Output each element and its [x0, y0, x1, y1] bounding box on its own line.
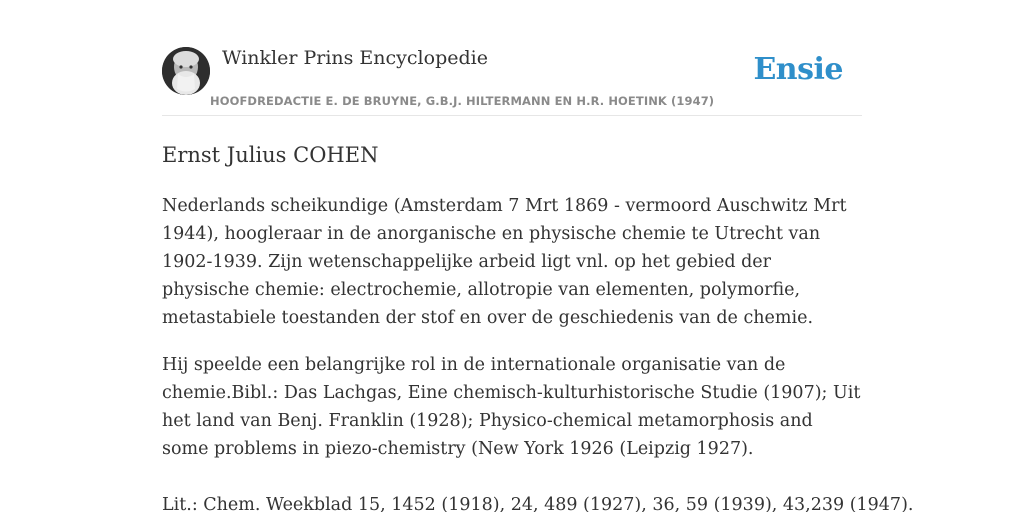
article-paragraph: Hij speelde een belangrijke rol in de internationale organisatie van de chemie.Bibl.: Das Lachgas, Eine chemisch-kulturhistorische Studie (1907); Uit het land van Benj. Franklin (1928); Physico-chemical metamorphosis and some problems in piezo-chemistry (New York 1926 (Leipzig 1927).: [162, 355, 861, 459]
brand-logo[interactable]: Ensie: [753, 52, 843, 87]
editors-credit: HOOFDREDACTIE E. DE BRUYNE, G.B.J. HILTERMANN EN H.R. HOETINK (1947): [210, 94, 715, 108]
article-paragraph: Nederlands scheikundige (Amsterdam 7 Mrt 1869 - vermoord Auschwitz Mrt 1944), hoogleraar in de anorganische en physische chemie te Utrecht van 1902-1939. Zijn wetenschappelijke arbeid ligt vnl. op het gebied der physische chemie: electrochemie, allotropie van elementen, polymorfie, metastabiele toestanden der stof en over de geschiedenis van de chemie.: [162, 196, 847, 328]
site-header: [162, 46, 862, 116]
article-title: Ernst Julius COHEN: [162, 143, 379, 167]
article-body: [162, 192, 914, 512]
portrait-image: [162, 47, 210, 95]
site-title[interactable]: Winkler Prins Encyclopedie: [222, 47, 488, 69]
literature-reference: Lit.: Chem. Weekblad 15, 1452 (1918), 24, 489 (1927), 36, 59 (1939), 43,239 (1947).: [162, 495, 914, 512]
avatar[interactable]: [162, 47, 210, 95]
